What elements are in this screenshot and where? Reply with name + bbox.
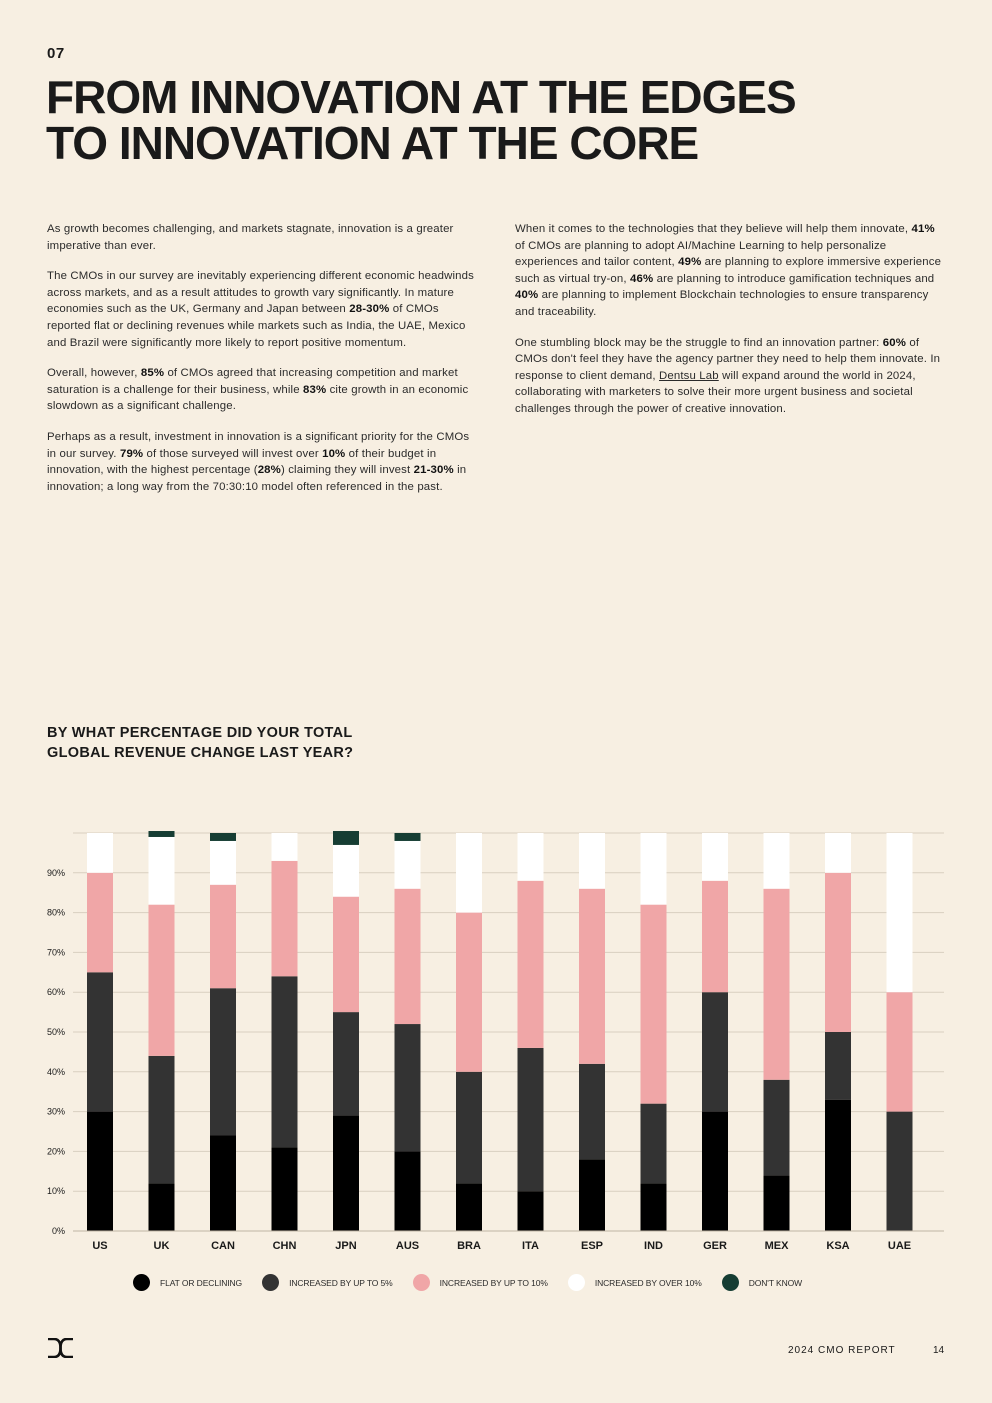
bar-segment-mex-s1 [764,1080,790,1176]
highlight-stat: 40% [515,289,539,302]
y-tick-label: 20% [46,1146,65,1157]
y-tick-label: 90% [46,867,65,878]
bar-segment-ger-s3 [702,833,728,881]
bar-segment-uk-s3 [149,837,175,905]
bar-segment-chn-s0 [272,1147,298,1231]
x-tick-label: BRA [457,1240,481,1252]
x-tick-label: CHN [272,1240,297,1252]
bar-segment-bra-s2 [456,913,482,1072]
bar-segment-ind-s2 [641,905,667,1104]
bar-segment-jpn-s3 [333,845,359,897]
x-tick-label: GER [703,1240,727,1252]
bar-segment-esp-s2 [579,889,605,1064]
bar-segment-mex-s2 [764,889,790,1080]
x-tick-label: IND [644,1240,663,1252]
bar-segment-ksa-s0 [825,1100,851,1231]
legend-swatch-icon [133,1274,150,1291]
legend-label: INCREASED BY UP TO 10% [439,1277,548,1288]
bar-segment-uk-s1 [149,1056,175,1183]
y-tick-label: 50% [46,1027,65,1037]
text-run: in innovation; a long way from the 70:30:10 model often referenced in the past. [47,464,467,493]
y-tick-label: 10% [46,1186,65,1197]
highlight-stat: 79% [119,447,144,460]
bar-segment-aus-s1 [395,1024,421,1151]
legend-swatch-icon [722,1274,739,1291]
dentsu-lab-link[interactable]: Dentsu Lab [659,369,719,382]
bar-segment-ita-s2 [518,881,544,1048]
x-tick-label: AUS [395,1240,420,1252]
highlight-stat: 28% [257,464,281,477]
chart-title-line-1: BY WHAT PERCENTAGE DID YOUR TOTAL [47,725,353,741]
bar-segment-ksa-s2 [825,873,851,1032]
bar-segment-ksa-s3 [825,833,851,873]
text-run: of those surveyed will invest over [143,447,323,460]
legend-swatch-icon [262,1274,279,1291]
x-tick-label: MEX [764,1240,789,1252]
bar-segment-jpn-s2 [333,897,359,1012]
bar-segment-ita-s3 [518,833,544,881]
text-run: are planning to implement Blockchain technologies to ensure transparency and traceability. [515,289,929,318]
text-run: Perhaps as a result, investment in innovation is a significant priority for the CMOs in our survey. [47,430,470,460]
bar-segment-us-s2 [87,873,113,973]
text-run: of CMOs don't feel they have the agency partner they need to help them innovate. In response to client demand, [515,336,941,382]
bar-segment-jpn-s1 [333,1012,359,1115]
bar-segment-can-s0 [210,1135,236,1231]
bar-segment-ind-s0 [641,1183,667,1231]
y-tick-label: 80% [46,907,65,918]
left-text-column [47,221,479,509]
bar-segment-aus-s2 [395,889,421,1024]
x-tick-label: US [92,1240,108,1252]
legend-label: INCREASED BY UP TO 5% [289,1277,393,1288]
bar-segment-can-s2 [210,885,236,988]
bar-segment-ita-s1 [518,1048,544,1191]
text-run: of CMOs are planning to adopt AI/Machine Learning to help personalize experiences and tailor content, [515,239,887,269]
page-number: 14 [933,1345,945,1356]
bar-segment-us-s3 [87,833,113,873]
y-tick-label: 30% [46,1106,65,1117]
bar-segment-us-s0 [87,1112,113,1231]
legend-swatch-icon [568,1274,585,1291]
legend-item [568,1274,702,1291]
legend-label: FLAT OR DECLINING [160,1277,243,1288]
bar-segment-aus-s4 [395,833,421,841]
text-run: Overall, however, [47,367,141,380]
bar-segment-ger-s0 [702,1112,728,1231]
legend-item [133,1274,242,1291]
bar-segment-uk-s2 [149,905,175,1056]
bar-segment-mex-s3 [764,833,790,889]
text-run: ) claiming they will invest [280,464,414,477]
headline-line-1: FROM INNOVATION AT THE EDGES [46,71,796,123]
text-run: are planning to introduce gamification techniques and [653,272,935,285]
text-run: When it comes to the technologies that they believe will help them innovate, [515,223,912,235]
dentsu-logo-icon [47,1338,74,1358]
bar-segment-us-s1 [87,972,113,1111]
text-run: of their budget in innovation, with the highest percentage ( [47,447,437,477]
text-run: of CMOs reported flat or declining revenues while markets such as India, the UAE, Mexico and Brazil were significantly more likely to report positive momentum. [47,303,466,349]
bar-segment-ger-s2 [702,881,728,992]
bar-segment-aus-s3 [395,841,421,889]
bar-segment-ger-s1 [702,992,728,1111]
text-run: One stumbling block may be the struggle to find an innovation partner: [515,336,883,349]
bar-segment-uk-s0 [149,1183,175,1231]
x-tick-label: ESP [580,1240,604,1252]
bar-segment-can-s1 [210,988,236,1135]
highlight-stat: 28-30% [349,303,390,316]
bar-segment-aus-s0 [395,1151,421,1231]
legend-label: INCREASED BY OVER 10% [594,1277,702,1288]
bar-segment-bra-s1 [456,1072,482,1183]
bar-segment-esp-s0 [579,1159,605,1231]
bar-segment-uae-s1 [887,1112,913,1231]
page-headline [46,71,946,169]
y-tick-label: 70% [46,947,65,958]
chart-title [47,723,353,763]
y-tick-label: 0% [51,1226,65,1236]
bar-segment-ind-s3 [641,833,667,905]
x-tick-label: UK [153,1240,170,1252]
bar-segment-uae-s2 [887,992,913,1111]
highlight-stat: 49% [678,256,702,269]
left-paragraph-1: As growth becomes challenging, and markets stagnate, innovation is a greater imperative than ever. [47,223,454,252]
bar-segment-esp-s3 [579,833,605,889]
legend-swatch-icon [413,1274,430,1291]
bar-segment-uk-s4 [149,831,175,837]
left-paragraph-4 [47,429,479,495]
headline-line-2: TO INNOVATION AT THE CORE [46,117,699,169]
highlight-stat: 10% [322,447,346,460]
highlight-stat: 46% [630,272,654,285]
legend-item [262,1274,393,1291]
x-tick-label: ITA [522,1240,539,1252]
bar-segment-bra-s0 [456,1183,482,1231]
text-run: of CMOs agreed that increasing competition and market saturation is a challenge for their business, while [47,367,458,396]
bar-segment-jpn-s0 [333,1116,359,1231]
x-tick-label: JPN [335,1240,357,1252]
bar-segment-esp-s1 [579,1064,605,1160]
bar-segment-bra-s3 [456,833,482,913]
bar-segment-can-s3 [210,841,236,885]
text-run: cite growth in an economic slowdown as a significant challenge. [47,383,469,413]
legend-item [413,1274,548,1291]
revenue-change-stacked-bar-chart [0,820,992,1260]
left-paragraph-3 [47,365,479,415]
right-text-column [515,221,947,432]
bar-segment-ita-s0 [518,1191,544,1231]
x-tick-label: KSA [826,1240,850,1252]
highlight-stat: 60% [882,336,907,349]
highlight-stat: 41% [911,223,935,235]
footer-report-title: 2024 CMO REPORT [788,1345,896,1356]
right-paragraph-1 [515,221,947,321]
bar-segment-ind-s1 [641,1104,667,1184]
highlight-stat: 85% [140,367,165,380]
legend-label: DON'T KNOW [748,1277,803,1288]
x-tick-label: UAE [887,1240,912,1252]
y-tick-label: 40% [46,1066,65,1077]
bar-segment-ksa-s1 [825,1032,851,1100]
highlight-stat: 21-30% [413,464,454,477]
text-run: The CMOs in our survey are inevitably experiencing different economic headwinds across markets, and as a result attitudes to growth vary significantly. In mature economies such as the UK, Germany and Japan between [47,270,474,316]
bar-segment-jpn-s4 [333,831,359,845]
y-tick-label: 60% [46,987,65,998]
legend-item [722,1274,802,1291]
highlight-stat: 83% [303,383,327,396]
chart-title-line-2: GLOBAL REVENUE CHANGE LAST YEAR? [47,745,354,761]
text-run: will expand around the world in 2024, collaborating with marketers to solve their more urgent business and societal challenges through the power of creative innovation. [515,369,916,415]
bar-segment-uae-s3 [887,833,913,992]
chart-legend [133,1274,822,1291]
right-paragraph-2 [515,335,947,418]
bar-segment-can-s4 [210,833,236,841]
bar-segment-chn-s2 [272,861,298,976]
x-tick-label: CAN [211,1240,235,1252]
text-run: are planning to explore immersive experience such as virtual try-on, [515,256,942,285]
bar-segment-chn-s1 [272,976,298,1147]
bar-segment-chn-s3 [272,833,298,861]
bar-segment-mex-s0 [764,1175,790,1231]
left-paragraph-2 [47,268,479,351]
section-number: 07 [47,45,65,62]
